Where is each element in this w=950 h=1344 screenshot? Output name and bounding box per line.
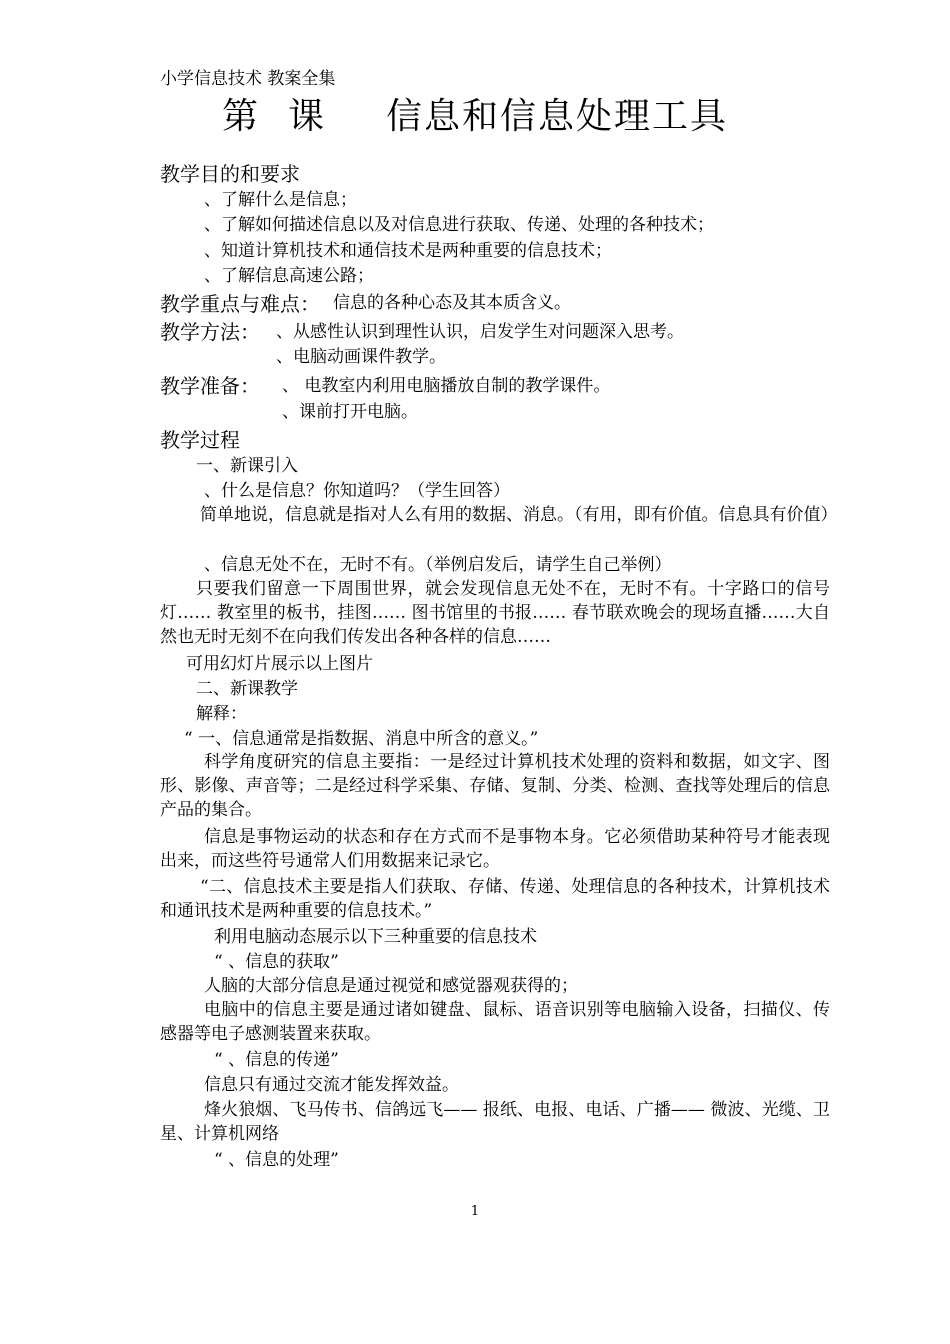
paragraph: 电脑中的信息主要是通过诸如键盘、鼠标、语音识别等电脑输入设备，扫描仪、传感器等电子感测装置来获取。 <box>160 1000 830 1044</box>
objective-item: 、了解信息高速公路； <box>204 266 374 286</box>
paragraph: 烽火狼烟、飞马传书、信鸽远飞—— 报纸、电报、电话、广播—— 微波、光缆、卫星、计算机网络 <box>160 1100 830 1144</box>
title-part-3: 信息和信息处理工具 <box>386 96 729 137</box>
paragraph: 利用电脑动态展示以下三种重要的信息技术 <box>214 927 537 947</box>
paragraph: 科学角度研究的信息主要指：一是经过计算机技术处理的资料和数据，如文字、图形、影像、声音等；二是经过科学采集、存储、复制、分类、检测、查找等处理后的信息产品的集合。 <box>160 752 830 820</box>
page-number: 1 <box>470 1204 480 1219</box>
paragraph: 信息只有通过交流才能发挥效益。 <box>204 1075 459 1095</box>
quote: “ 、信息的传递” <box>214 1050 339 1070</box>
paragraph: 、什么是信息？你知道吗？（学生回答） <box>204 481 510 501</box>
lesson-title <box>0 88 950 139</box>
key-points-heading: 教学重点与难点： <box>160 292 320 316</box>
objectives-heading: 教学目的和要求 <box>160 162 300 186</box>
title-part-2: 课 <box>287 96 326 137</box>
paragraph: 信息是事物运动的状态和存在方式而不是事物本身。它必须借助某种符号才能表现出来，而这些符号通常人们用数据来记录它。 <box>160 827 830 871</box>
section-heading: 二、新课教学 <box>196 679 298 699</box>
key-points-text: 信息的各种心态及其本质含义。 <box>333 293 571 313</box>
paragraph: 、信息无处不在，无时不有。（举例启发后，请学生自己举例） <box>204 555 672 575</box>
quote: “ 一、信息通常是指数据、消息中所含的意义。” <box>184 729 539 749</box>
paragraph: 只要我们留意一下周围世界，就会发现信息无处不在，无时不有。十字路口的信号灯…… 教室里的板书，挂图…… 图书馆里的书报…… 春节联欢晚会的现场直播……大自然也无时无刻不在向我们传发出各种各样的信息…… <box>160 579 830 647</box>
paragraph: 可用幻灯片展示以上图片 <box>186 654 373 674</box>
paragraph: 简单地说，信息就是指对人么有用的数据、消息。（有用，即有价值。信息具有价值） <box>200 505 838 525</box>
paragraph: 人脑的大部分信息是通过视觉和感觉器观获得的； <box>204 976 578 996</box>
objective-item: 、了解如何描述信息以及对信息进行获取、传递、处理的各种技术； <box>204 215 714 235</box>
quote: “ 、信息的获取” <box>214 952 339 972</box>
document-header: 小学信息技术 教案全集 <box>160 69 336 89</box>
title-part-1: 第 <box>221 96 260 137</box>
process-heading: 教学过程 <box>160 428 240 452</box>
methods-heading: 教学方法： <box>160 320 260 344</box>
objective-item: 、知道计算机技术和通信技术是两种重要的信息技术； <box>204 241 612 261</box>
method-item: 、从感性认识到理性认识，启发学生对问题深入思考。 <box>276 322 684 342</box>
section-heading: 一、新课引入 <box>196 456 298 476</box>
preparation-heading: 教学准备： <box>160 374 260 398</box>
objective-item: 、了解什么是信息； <box>204 190 357 210</box>
preparation-item: 、课前打开电脑。 <box>282 402 418 422</box>
preparation-item: 、 电教室内利用电脑播放自制的教学课件。 <box>282 376 611 396</box>
paragraph: 解释： <box>196 704 247 724</box>
method-item: 、电脑动画课件教学。 <box>276 347 446 367</box>
quote: “ 、信息的处理” <box>214 1150 339 1170</box>
quote: “二、信息技术主要是指人们获取、存储、传递、处理信息的各种技术，计算机技术和通讯技术是两种重要的信息技术。” <box>160 877 830 921</box>
